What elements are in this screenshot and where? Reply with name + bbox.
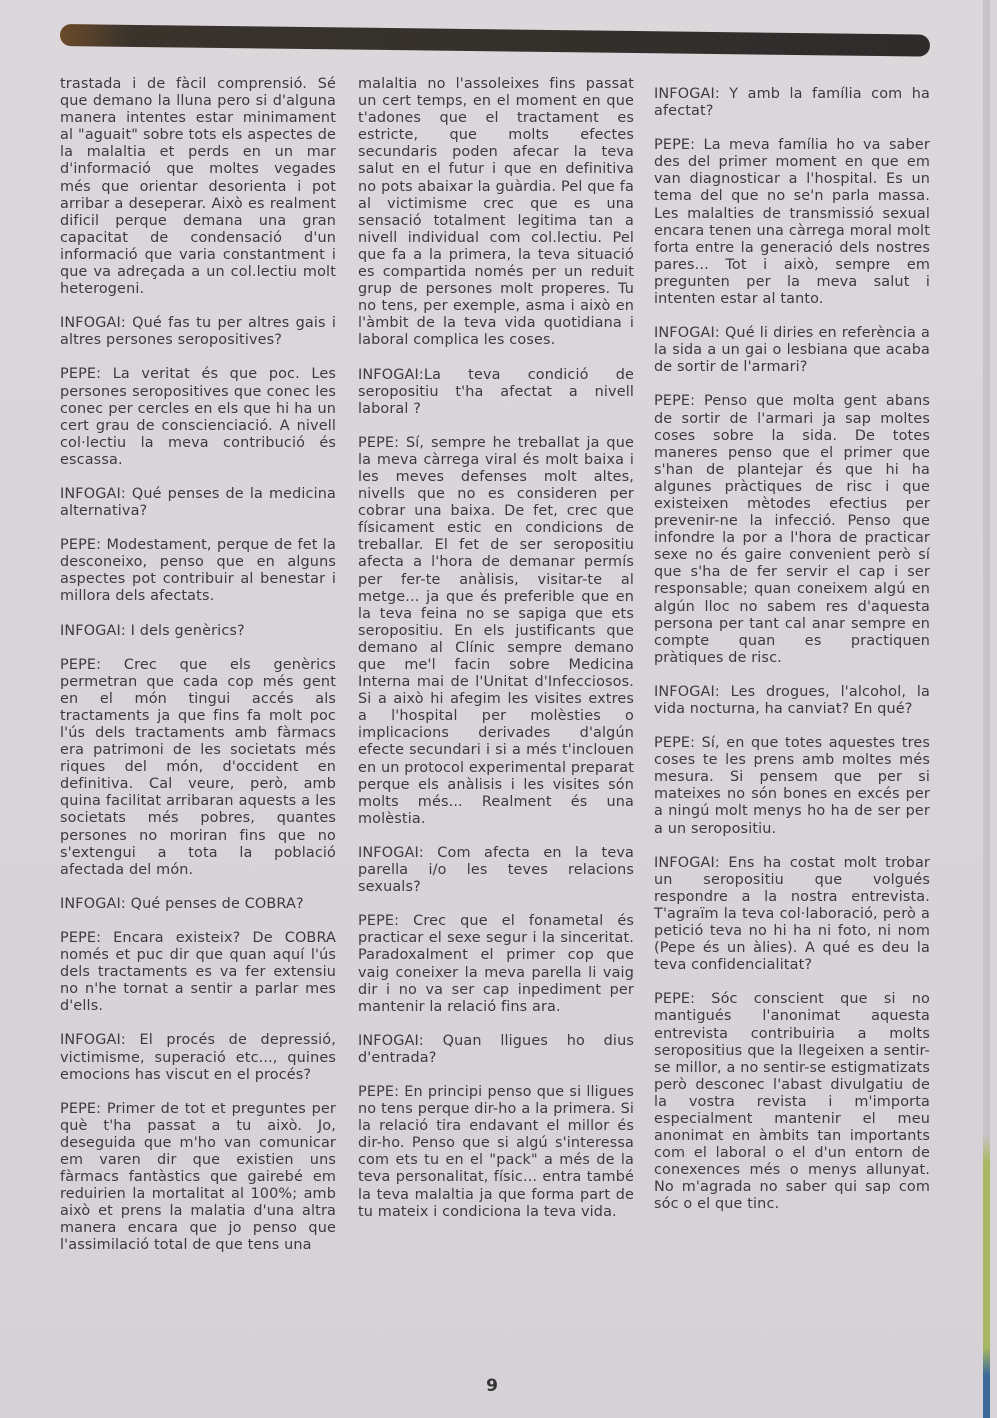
answer: PEPE: Primer de tot et preguntes per què t'ha passat a tu això. Jo, deseguida que m'ho van comunicar em varen dir que existien uns fàrmacs fantàstics que gairebé em reduirien la mortalitat al 100%; amb això et prens la malatia d'una altra manera encara que jo penso que l'assimilació total de que tens una xyxy=(60,1100,336,1254)
answer: PEPE: Encara existeix? De COBRA només et puc dir que quan aquí l'ús dels tractaments es va fer extensiu no n'he tornat a sentir a parlar mes d'ells. xyxy=(60,929,336,1015)
question: INFOGAI: Y amb la família com ha afectat? xyxy=(654,86,930,120)
question: INFOGAI: Qué penses de COBRA? xyxy=(60,895,304,912)
answer: PEPE: Crec que el fonametal és practicar el sexe segur i la sinceritat. Paradoxalment el primer cop que vaig coneixer la meva parella li vaig dir i no va ser cap inpediment per mantenir la relació fins ara. xyxy=(358,913,634,1015)
answer: PEPE: La veritat és que poc. Les persones seropositives que conec les conec per cercles en els que hi ha un cert grau de conscienciació. A nivell col·lectiu la meva contribució és escassa. xyxy=(60,366,336,468)
column-2 xyxy=(358,76,634,1238)
answer: PEPE: Sí, en que totes aquestes tres coses te les prens amb moltes més mesura. Si pensem que per si mateixes no són bones en excés per a ningú molt menys ho ha de ser per a un seropositiu. xyxy=(654,735,930,837)
question: INFOGAI:La teva condició de seropositiu t'ha afectat a nivell laboral ? xyxy=(358,366,634,417)
answer: PEPE: Sí, sempre he treballat ja que la meva càrrega viral és molt baixa i les meves defenses molt altes, nivells que no es consideren per cobrar una baixa. De fet, crec que físicament estic en condicions de treballar. El fet de ser seropositiu afecta a l'hora de demanar permís per fer-te anàlisis, visitar-te al metge... ja que és preferible que en la teva feina no se sapiga que ets seropositiu. En els justificants que demano al Clínic sempre demano que me'l facin sobre Medicina Interna mai de l'Unitat d'Infecciosos. Si a això hi afegim les visites extres a l'hospital per molèsties o implicacions derivades d'algún efecte secundari i si a més t'inclouen en un protocol experimental preparat perque els anàlisis i les visites són molts més... Realment és una molèstia. xyxy=(358,434,635,827)
interview-columns xyxy=(60,76,930,1346)
answer-continued: malaltia no l'assoleixes fins passat un cert temps, en el moment en que t'adones que el tractament es estricte, que molts efectes secundaris poden afecar la teva salut en el futur i que en definitiva no pots abaixar la guàrdia. Pel que fa al victimisme crec que es una sensació totalment legitima tan a nivell individual com col.lectiu. Pel que fa a la primera, la teva situació es compartida només per un reduit grup de persones molt properes. Tu no tens, per exemple, asma i això en l'àmbit de la teva vida quotidiana i laboral complica les coses. xyxy=(358,76,634,349)
answer: PEPE: En principi penso que si lligues no tens perque dir-ho a la primera. Si la relació tira endavant el millor és dir-ho. Penso que si algú s'interessa com ets tu en el "pack" a més de la teva personalitat, físic... entra també la teva malaltia ja que forma part de tu mateix i condiciona la teva vida. xyxy=(358,1083,634,1220)
question: INFOGAI: Qué penses de la medicina alternativa? xyxy=(60,485,336,520)
answer: PEPE: Sóc conscient que si no mantigués l'anonimat aquesta entrevista contribuiria a molts seropositius que la llegeixen a sentir-se millor, a no sentir-se estigmatizats però desconec l'abast divulgatiu de la vostra revista i m'importa especialment mantenir el meu anonimat en àmbits tan importants com el laboral o el d'un entorn de conexences més o menys allunyat. No m'agrada no saber qui sap com sóc o el que tinc. xyxy=(654,991,930,1213)
answer: PEPE: Modestament, perque de fet la desconeixo, penso que en alguns aspectes pot contribuir al benestar i millora dels afectats. xyxy=(60,537,336,605)
page-edge xyxy=(983,0,990,1418)
question: INFOGAI: Quan lligues ho dius d'entrada? xyxy=(358,1032,634,1066)
question: INFOGAI: Qué li diries en referència a la sida a un gai o lesbiana que acaba de sortir de l'armari? xyxy=(654,325,930,376)
page-number: 9 xyxy=(486,1376,498,1396)
header-decorative-bar xyxy=(60,24,930,57)
question: INFOGAI: I dels genèrics? xyxy=(60,622,245,639)
question: INFOGAI: Ens ha costat molt trobar un seropositiu que volgués respondre a la nostra entrevista. T'agraïm la teva col·laboració, però a petició teva no hi ha ni foto, ni nom (Pepe és un àlies). A qué es deu la teva confidencialitat? xyxy=(654,854,930,974)
question: INFOGAI: El procés de depressió, victimisme, superació etc..., quines emocions has viscut en el procés? xyxy=(60,1032,336,1083)
question: INFOGAI: Qué fas tu per altres gais i altres persones seropositives? xyxy=(60,315,336,349)
answer: PEPE: La meva família ho va saber des del primer moment en que em van diagnosticar a l'hospital. Es un tema del que no se'n parla massa. Les malalties de transmissió sexual encara tenen una càrrega moral molt forta entre la generació dels nostres pares... Tot i això, sempre em pregunten per la meva salut i intenten estar al tanto. xyxy=(654,137,930,308)
question: INFOGAI: Les drogues, l'alcohol, la vida nocturna, ha canviat? En qué? xyxy=(654,683,930,717)
column-3 xyxy=(654,86,930,1231)
question: INFOGAI: Com afecta en la teva parella i/o les teves relacions sexuals? xyxy=(358,844,634,896)
answer: PEPE: Crec que els genèrics permetran que cada cop més gent en el món tingui accés als tractaments ja que fins fa molt poc l'ús dels tractaments amb fàrmacs era patrimoni de les societats més riques del món, d'occident en definitiva. Cal veure, però, amb quina facilitat arribaran aquests a les societats més pobres, quantes persones no moriran fins que no s'extengui a tota la població afectada del món. xyxy=(60,656,336,878)
column-1 xyxy=(60,76,336,1272)
answer: PEPE: Penso que molta gent abans de sortir de l'armari ja sap moltes coses sobre la sida. De totes maneres penso que el primer que s'han de plantejar és que hi ha algunes pràctiques de risc i que existeixen mètodes efectius per prevenir-ne la infecció. Penso que infondre la por a l'hora de practicar sexe no és gaire convenient però sí que s'ha de fer servir el cap i ser responsable; quan coneixem algú en algún lloc no sabem res d'aquesta persona per tant cal anar sempre en compte quan es practiquen pràtiques de risc. xyxy=(654,393,930,666)
paragraph: trastada i de fàcil comprensió. Sé que demano la lluna pero si d'alguna manera intentes estar minimament al "aguait" sobre tots els aspectes de la malaltia et perds en un mar d'informació que moltes vegades més que orientar desorienta i pot arribar a deseperar. Això es realment dificil perque demana una gran capacitat de condensació d'un informació que varia constantment i que va adreçada a un col.lectiu molt heterogeni. xyxy=(60,76,336,298)
